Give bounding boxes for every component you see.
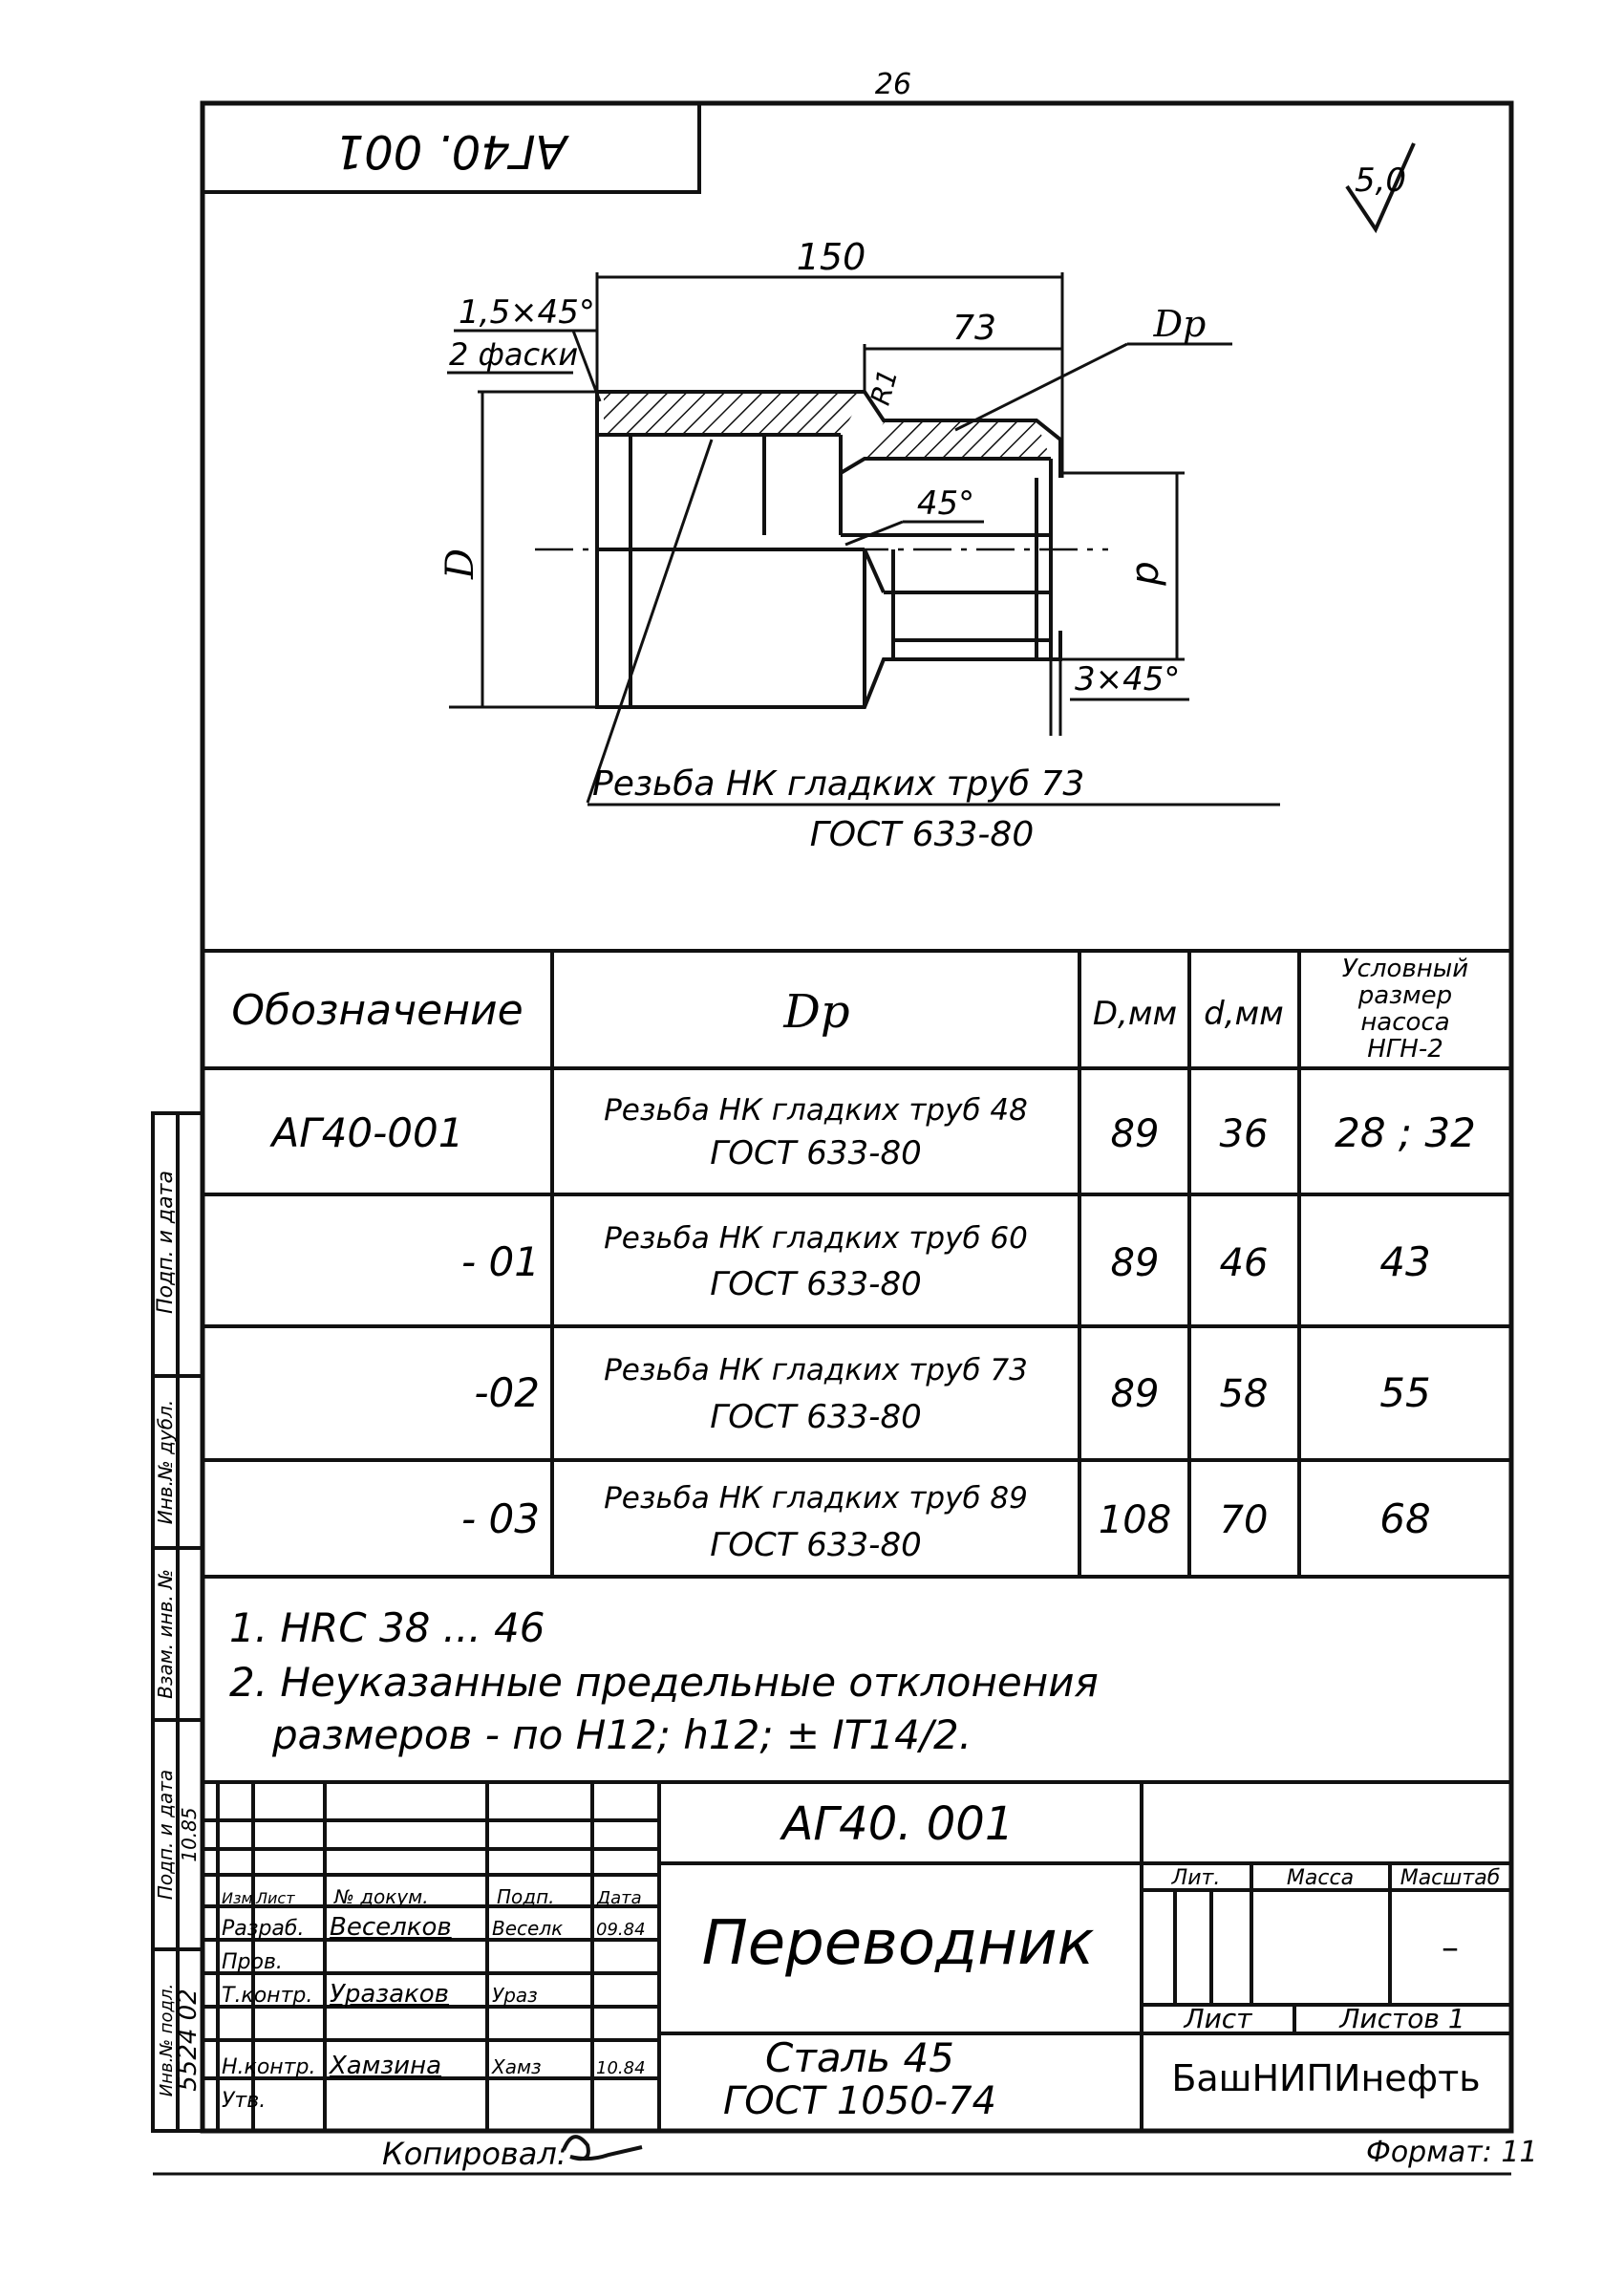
tb-scale-label: Масштаб bbox=[1400, 1866, 1501, 1890]
tb-col-sign: Подп. bbox=[497, 1885, 555, 1908]
side-podp-data-2: Подп. и дата bbox=[154, 1171, 178, 1314]
dp-leader bbox=[955, 344, 1127, 430]
header-stamp: AГ40. 001 bbox=[334, 124, 567, 178]
tb-material-1: Сталь 45 bbox=[765, 2034, 954, 2081]
tb-name-1: Веселков bbox=[330, 1913, 452, 1942]
row2-d: 46 bbox=[1219, 1241, 1269, 1285]
th-pump-2: размер bbox=[1357, 981, 1453, 1010]
angle-label: 45° bbox=[916, 484, 975, 523]
tb-sheet-label: Лист bbox=[1184, 2003, 1252, 2034]
format-label: Формат: 11 bbox=[1366, 2136, 1538, 2169]
tb-org: БашНИПИнефть bbox=[1171, 2057, 1481, 2099]
note-2: 2. Неуказанные предельные отклонения bbox=[229, 1659, 1099, 1706]
row1-d: 36 bbox=[1219, 1112, 1269, 1156]
row3-d: 58 bbox=[1219, 1372, 1269, 1416]
side-inv-podl-value: 5524 02 bbox=[174, 1989, 203, 2092]
thread-leader bbox=[588, 440, 712, 803]
tb-col-list: Лист bbox=[256, 1889, 295, 1907]
tb-sign-1: Веселк bbox=[492, 1917, 564, 1940]
row4-dp-2: ГОСТ 633-80 bbox=[710, 1526, 922, 1564]
row1-D: 89 bbox=[1110, 1112, 1160, 1156]
tb-col-date: Дата bbox=[597, 1888, 642, 1908]
th-D: D,мм bbox=[1092, 995, 1178, 1033]
copied-label: Копировал: bbox=[382, 2136, 567, 2172]
row3-dp-1: Резьба НК гладких труб 73 bbox=[604, 1353, 1028, 1387]
tb-lit-label: Лит. bbox=[1171, 1866, 1221, 1890]
side-inv-dubl: Инв.№ дубл. bbox=[154, 1399, 177, 1525]
th-pump-3: насоса bbox=[1360, 1008, 1450, 1037]
tb-date-1: 09.84 bbox=[596, 1920, 646, 1940]
chamfer-left-label: 1,5×45° bbox=[459, 293, 595, 332]
row3-pump: 55 bbox=[1379, 1369, 1431, 1416]
row1-designation: АГ40-001 bbox=[271, 1109, 464, 1156]
tb-designation: АГ40. 001 bbox=[781, 1797, 1015, 1851]
row4-d: 70 bbox=[1219, 1498, 1269, 1542]
side-podp-data-value: 10.85 bbox=[178, 1807, 201, 1862]
th-pump-4: НГН-2 bbox=[1367, 1035, 1443, 1064]
row4-pump: 68 bbox=[1379, 1495, 1431, 1542]
tb-role-2: Пров. bbox=[222, 1950, 283, 1974]
radius-label: R1 bbox=[864, 365, 905, 409]
row4-D: 108 bbox=[1098, 1498, 1172, 1542]
th-d: d,мм bbox=[1204, 995, 1284, 1033]
thread-note-line1: Резьба НК гладких труб 73 bbox=[592, 764, 1085, 804]
thread-note-line2: ГОСТ 633-80 bbox=[809, 815, 1035, 854]
tb-role-3: Т.контр. bbox=[222, 1984, 313, 2008]
dp-label: Dp bbox=[1153, 303, 1207, 345]
page-number: 26 bbox=[874, 68, 912, 101]
tb-name-2: Уразаков bbox=[330, 1980, 449, 2009]
tb-col-doc: № докум. bbox=[334, 1885, 429, 1908]
copied-signature bbox=[564, 2137, 642, 2159]
th-dp: Dp bbox=[783, 985, 850, 1039]
row4-dp-1: Резьба НК гладких труб 89 bbox=[604, 1481, 1028, 1516]
tb-date-2: 10.84 bbox=[596, 2058, 646, 2078]
side-podp-data: Подп. и дата bbox=[154, 1769, 177, 1901]
row2-pump: 43 bbox=[1379, 1238, 1431, 1285]
chamfer-left-note: 2 фаски bbox=[449, 336, 579, 373]
tb-name: Переводник bbox=[701, 1908, 1095, 1979]
row1-dp-1: Резьба НК гладких труб 48 bbox=[604, 1093, 1028, 1128]
tb-col-izm: Изм bbox=[222, 1889, 253, 1907]
th-pump-1: Условный bbox=[1341, 955, 1469, 983]
row2-dp-1: Резьба НК гладких труб 60 bbox=[604, 1221, 1028, 1256]
tb-mass-label: Масса bbox=[1286, 1866, 1355, 1890]
row3-dp-2: ГОСТ 633-80 bbox=[710, 1398, 922, 1436]
row1-pump: 28 ; 32 bbox=[1335, 1109, 1476, 1156]
dim-73-label: 73 bbox=[952, 309, 996, 348]
chamfer-right-label: 3×45° bbox=[1075, 660, 1181, 699]
side-inv-podl: Инв.№ подл. bbox=[157, 1983, 177, 2097]
row3-designation: -02 bbox=[474, 1369, 540, 1416]
note-3: размеров - по H12; h12; ± IT14/2. bbox=[272, 1711, 972, 1758]
dim-d-label: d bbox=[1127, 561, 1171, 586]
note-1: 1. HRC 38 ... 46 bbox=[229, 1604, 545, 1651]
tb-material-2: ГОСТ 1050-74 bbox=[723, 2079, 996, 2123]
tb-sheets-label: Листов 1 bbox=[1339, 2003, 1465, 2034]
row1-dp-2: ГОСТ 633-80 bbox=[710, 1134, 922, 1172]
tb-scale-value: – bbox=[1442, 1928, 1459, 1967]
tb-sign-2: Ураз bbox=[492, 1984, 538, 2007]
row3-D: 89 bbox=[1110, 1372, 1160, 1416]
roughness-value: 5,0 bbox=[1354, 161, 1407, 200]
row4-designation: - 03 bbox=[461, 1495, 540, 1542]
th-designation: Обозначение bbox=[231, 986, 524, 1035]
dim-150-label: 150 bbox=[796, 236, 866, 278]
tb-role-1: Разраб. bbox=[222, 1917, 305, 1941]
tb-role-5: Утв. bbox=[222, 2089, 267, 2113]
dim-D-label: D bbox=[438, 548, 482, 580]
section-hatch-upper bbox=[604, 394, 865, 435]
tb-name-3: Хамзина bbox=[330, 2052, 442, 2080]
side-vzam: Взам. инв. № bbox=[154, 1569, 177, 1699]
row2-dp-2: ГОСТ 633-80 bbox=[710, 1265, 922, 1303]
tb-role-4: Н.контр. bbox=[222, 2055, 316, 2079]
tb-sign-3: Хамз bbox=[492, 2055, 542, 2078]
row2-D: 89 bbox=[1110, 1241, 1160, 1285]
row2-designation: - 01 bbox=[461, 1238, 540, 1285]
roughness-symbol bbox=[1347, 143, 1414, 229]
